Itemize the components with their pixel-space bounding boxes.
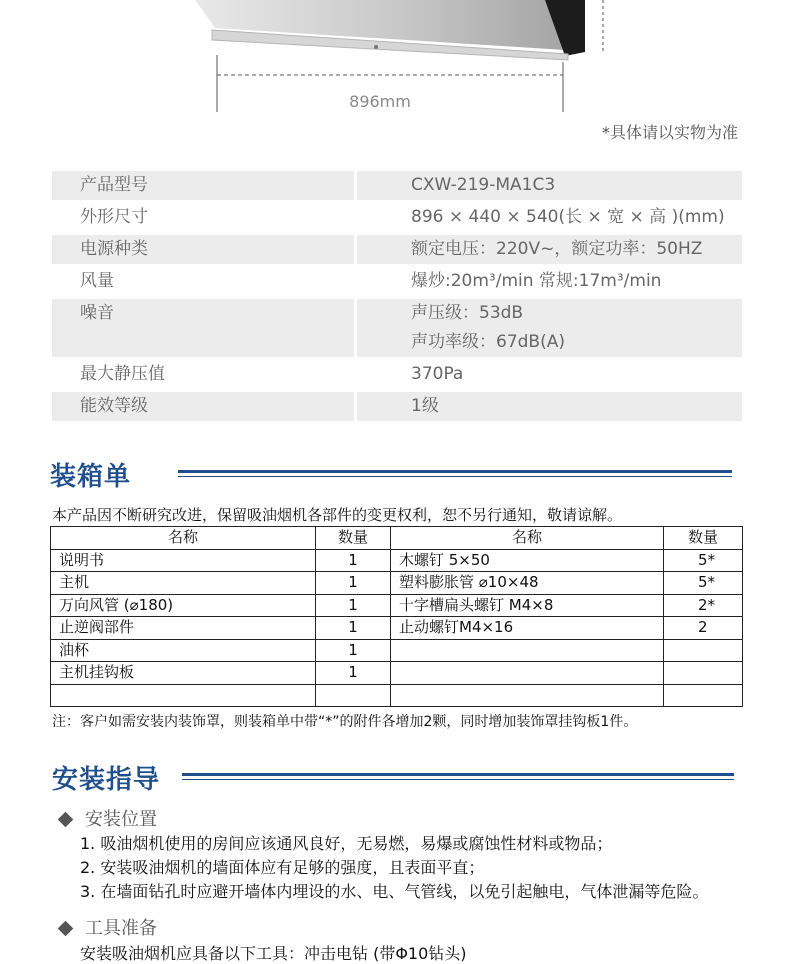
tools-line: 安装吸油烟机应具备以下工具：冲击电钻 (带Φ10钻头) xyxy=(80,944,467,963)
table-row xyxy=(51,662,743,685)
item-name: 说明书 xyxy=(51,549,316,572)
item-qty: 5* xyxy=(664,549,743,572)
packing-note: 本产品因不断研究改进，保留吸油烟机各部件的变更权利，恕不另行通知，敬请谅解。 xyxy=(52,506,623,524)
spec-key: 噪音 xyxy=(80,303,114,323)
list-item: 2. 安装吸油烟机的墙面体应有足够的强度，且表面平直； xyxy=(80,858,485,877)
header-name: 名称 xyxy=(391,527,664,550)
item-qty xyxy=(664,662,743,685)
spec-row xyxy=(52,203,742,232)
spec-key: 能效等级 xyxy=(80,396,148,416)
spec-row xyxy=(52,171,742,200)
item-name xyxy=(51,684,316,707)
item-name: 木螺钉 5×50 xyxy=(391,549,664,572)
spec-row xyxy=(52,360,742,389)
item-qty: 1 xyxy=(316,639,391,662)
width-dimension-label: 896mm xyxy=(349,92,411,111)
spec-row xyxy=(52,267,742,296)
packing-list-title: 装箱单 xyxy=(50,462,132,492)
item-qty: 5* xyxy=(664,572,743,595)
spec-value: 声功率级：67dB(A) xyxy=(411,332,565,352)
item-qty: 1 xyxy=(316,572,391,595)
table-row xyxy=(51,572,743,595)
item-name: 万向风管 (⌀180) xyxy=(51,594,316,617)
item-name xyxy=(391,684,664,707)
table-row xyxy=(51,549,743,572)
spec-row xyxy=(52,299,742,357)
item-qty: 1 xyxy=(316,594,391,617)
diamond-bullet-icon xyxy=(58,920,74,936)
spec-value: 370Pa xyxy=(411,364,464,384)
item-name: 塑料膨胀管 ⌀10×48 xyxy=(391,572,664,595)
item-name xyxy=(391,662,664,685)
item-qty: 1 xyxy=(316,549,391,572)
item-name xyxy=(391,639,664,662)
item-qty xyxy=(664,639,743,662)
table-row xyxy=(51,594,743,617)
item-name: 油杯 xyxy=(51,639,316,662)
spec-key: 电源种类 xyxy=(80,239,148,259)
spec-value: 896 × 440 × 540(长 × 宽 × 高 )(mm) xyxy=(411,207,725,227)
spec-value: 声压级：53dB xyxy=(411,303,524,323)
item-qty: 2 xyxy=(664,617,743,640)
spec-row xyxy=(52,392,742,421)
tools-heading-label: 工具准备 xyxy=(85,918,157,939)
item-qty: 1 xyxy=(316,617,391,640)
install-position-label: 安装位置 xyxy=(85,809,157,830)
install-position-list xyxy=(80,832,708,904)
item-qty: 2* xyxy=(664,594,743,617)
header-name: 名称 xyxy=(51,527,316,550)
packing-table xyxy=(50,526,743,707)
item-qty xyxy=(316,684,391,707)
spec-row xyxy=(52,235,742,264)
list-item: 1. 吸油烟机使用的房间应该通风良好，无易燃，易爆或腐蚀性材料或物品； xyxy=(80,834,613,853)
list-item: 3. 在墙面钻孔时应避开墙体内埋设的水、电、气管线，以免引起触电，气体泄漏等危险。 xyxy=(80,882,709,901)
spec-value: CXW-219-MA1C3 xyxy=(411,175,556,195)
header-qty: 数量 xyxy=(664,527,743,550)
item-name: 止逆阀部件 xyxy=(51,617,316,640)
spec-key: 风量 xyxy=(80,271,114,291)
spec-key: 最大静压值 xyxy=(80,364,165,384)
install-title-rule xyxy=(182,773,734,776)
table-row xyxy=(51,639,743,662)
table-row xyxy=(51,617,743,640)
item-qty xyxy=(664,684,743,707)
item-name: 主机 xyxy=(51,572,316,595)
header-qty: 数量 xyxy=(316,527,391,550)
spec-table xyxy=(52,168,742,424)
table-row xyxy=(51,684,743,707)
spec-value: 爆炒:20m³/min 常规:17m³/min xyxy=(411,271,662,291)
packing-header-row xyxy=(51,527,743,550)
item-name: 十字槽扁头螺钉 M4×8 xyxy=(391,594,664,617)
packing-title-rule xyxy=(178,470,732,473)
spec-value: 额定电压：220V~，额定功率：50HZ xyxy=(411,239,703,259)
packing-footnote: 注：客户如需安装内装饰罩，则装箱单中带“*”的附件各增加2颗，同时增加装饰罩挂钩板1件。 xyxy=(52,714,638,730)
item-name: 主机挂钩板 xyxy=(51,662,316,685)
item-name: 止动螺钉M4×16 xyxy=(391,617,664,640)
item-qty: 1 xyxy=(316,662,391,685)
spec-key: 产品型号 xyxy=(80,175,148,195)
spec-value: 1级 xyxy=(411,396,439,416)
install-position-heading xyxy=(58,805,157,831)
diamond-bullet-icon xyxy=(58,811,74,827)
spec-key: 外形尺寸 xyxy=(80,207,148,227)
actual-product-note: *具体请以实物为准 xyxy=(601,123,738,142)
install-guide-title: 安装指导 xyxy=(52,765,161,795)
tools-heading xyxy=(58,914,157,940)
